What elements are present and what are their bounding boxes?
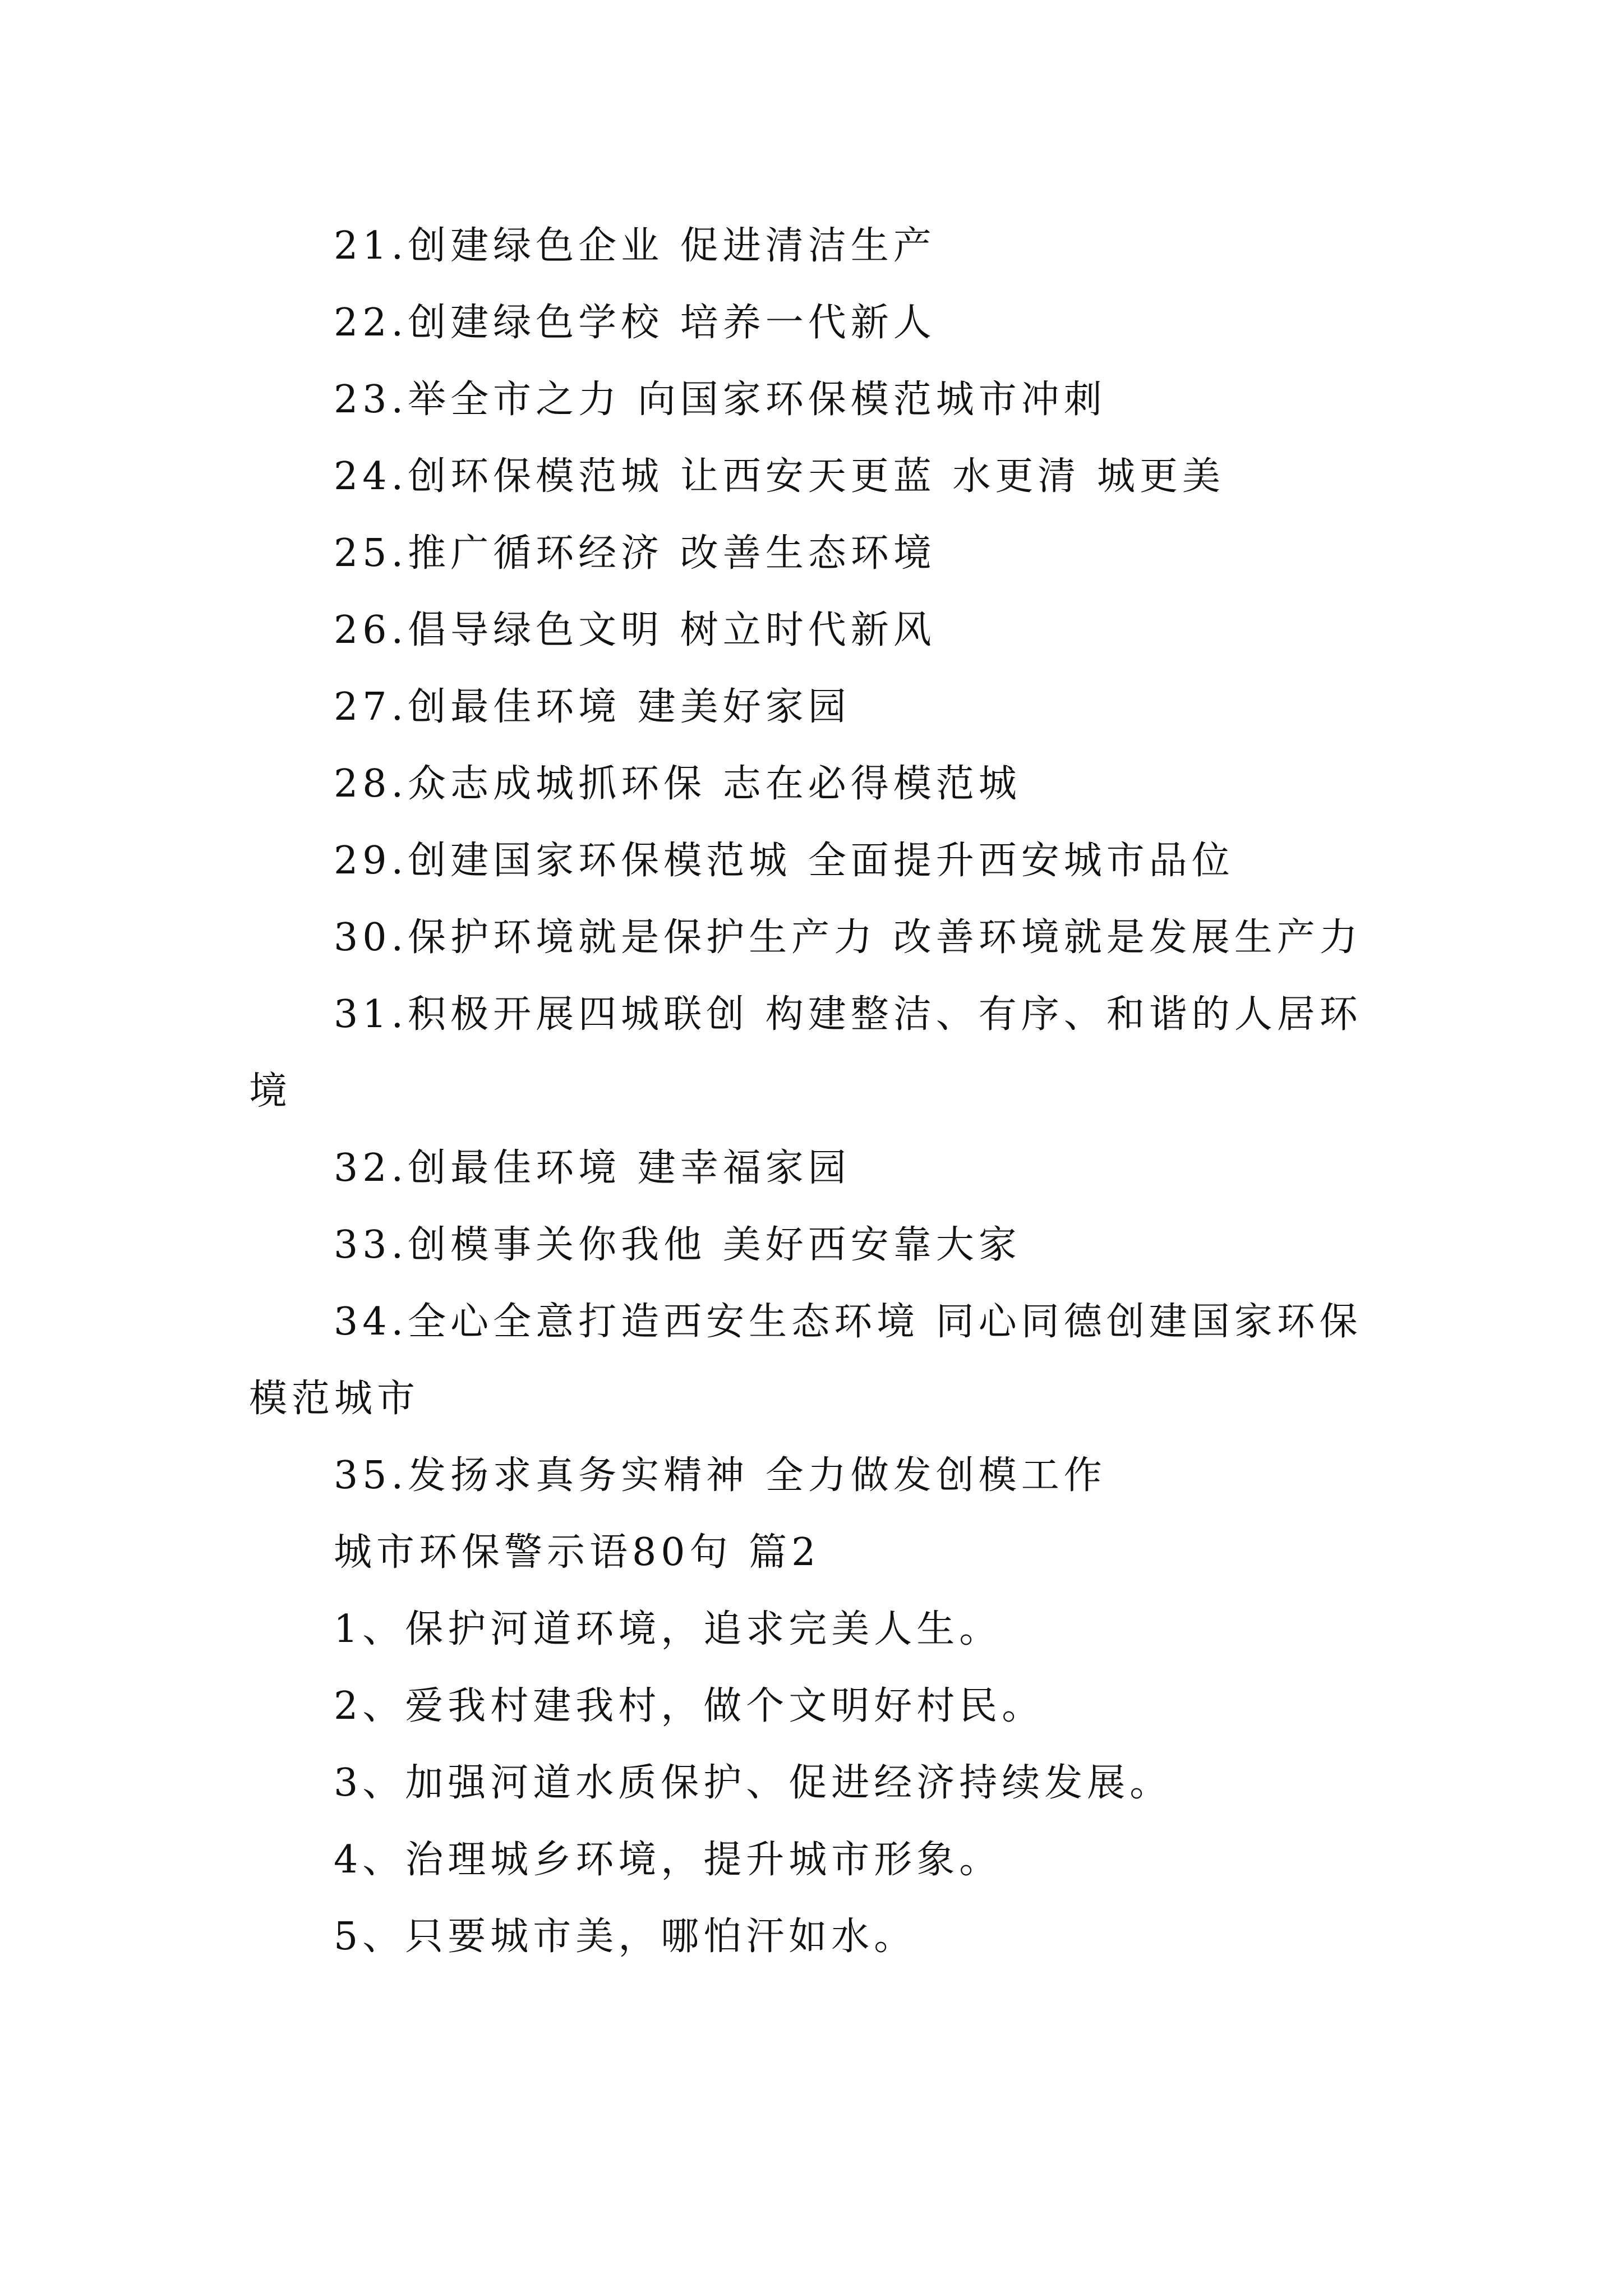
list-item-2: 2、爱我村建我村，做个文明好村民。 (334, 1684, 1045, 1728)
paragraph-33: 33.创模事关你我他 美好西安靠大家 (334, 1223, 1021, 1267)
paragraph-35: 35.发扬求真务实精神 全力做发创模工作 (334, 1453, 1106, 1498)
paragraph-31: 31.积极开展四城联创 构建整洁、有序、和谐的人居环境 (249, 992, 1362, 1114)
paragraph-23: 23.举全市之力 向国家环保模范城市冲刺 (334, 378, 1106, 422)
document-body (249, 208, 1376, 1975)
section-heading: 城市环保警示语80句 篇2 (334, 1530, 820, 1575)
paragraph-27: 27.创最佳环境 建美好家园 (334, 685, 851, 729)
paragraph-22: 22.创建绿色学校 培养一代新人 (334, 301, 936, 345)
paragraph-32: 32.创最佳环境 建幸福家园 (334, 1146, 851, 1190)
paragraph-34: 34.全心全意打造西安生态环境 同心同德创建国家环保模范城市 (249, 1300, 1362, 1421)
paragraph-30: 30.保护环境就是保护生产力 改善环境就是发展生产力 (334, 915, 1362, 960)
list-item-4: 4、治理城乡环境，提升城市形象。 (334, 1838, 1002, 1882)
list-item-1: 1、保护河道环境，追求完美人生。 (334, 1607, 1002, 1651)
list-item-3: 3、加强河道水质保护、促进经济持续发展。 (334, 1761, 1173, 1805)
paragraph-25: 25.推广循环经济 改善生态环境 (334, 531, 936, 576)
paragraph-29: 29.创建国家环保模范城 全面提升西安城市品位 (334, 839, 1234, 883)
paragraph-21: 21.创建绿色企业 促进清洁生产 (334, 224, 936, 268)
list-item-5: 5、只要城市美，哪怕汗如水。 (334, 1915, 917, 1959)
paragraph-24: 24.创环保模范城 让西安天更蓝 水更清 城更美 (334, 454, 1225, 499)
paragraph-26: 26.倡导绿色文明 树立时代新风 (334, 608, 936, 652)
paragraph-28: 28.众志成城抓环保 志在必得模范城 (334, 762, 1021, 806)
